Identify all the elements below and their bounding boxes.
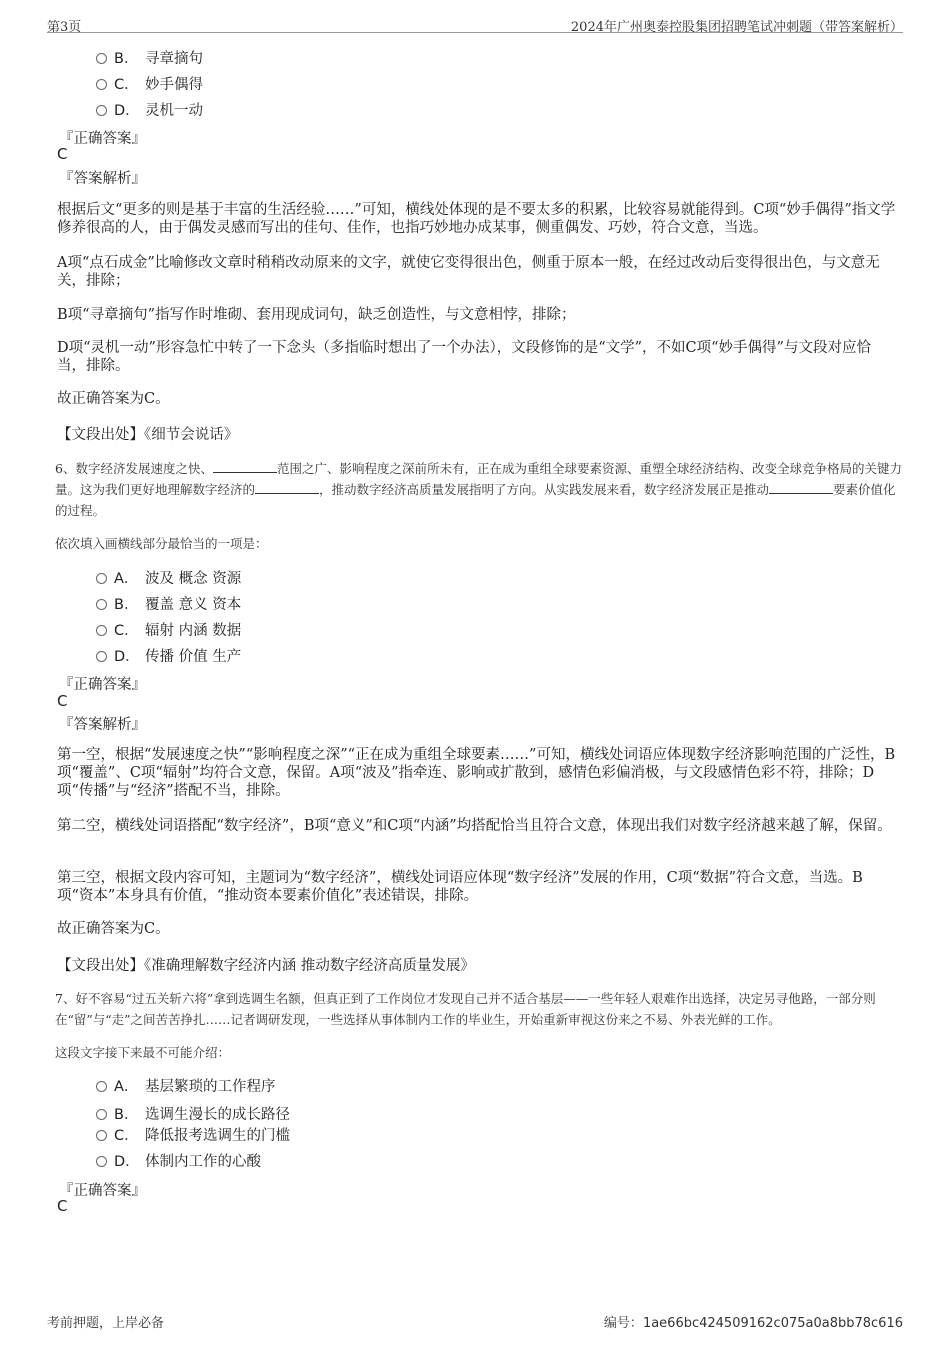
q6-analysis-paragraph: 第一空，根据“发展速度之快”“影响程度之深”“正在成为重组全球要素……”可知，横线处词语应体现数字经济影响范围的广泛性，B项“覆盖”、C项“辐射”均符合文意，保留。A项“波及”指牵连、影响或扩散到，感情色彩偏消极，与文段感情色彩不符，排除；D项“传播”与“经济”搭配不当，排除。 [57, 747, 896, 799]
radio-icon[interactable] [96, 599, 107, 610]
radio-icon[interactable] [96, 625, 107, 636]
q6-answer-label: 『正确答案』 [59, 677, 146, 693]
radio-icon[interactable] [96, 1081, 107, 1092]
document-code: 编号：1ae66bc424509162c075a0a8bb78c616 [603, 1316, 903, 1331]
q5-conclusion: 故正确答案为C。 [57, 391, 170, 407]
radio-icon[interactable] [96, 573, 107, 584]
radio-icon[interactable] [96, 79, 107, 90]
q7-instruction: 这段文字接下来最不可能介绍： [55, 1045, 231, 1060]
footer-slogan: 考前押题，上岸必备 [47, 1316, 165, 1331]
q6-conclusion: 故正确答案为C。 [57, 921, 170, 937]
q6-analysis-paragraph: 第三空，根据文段内容可知，主题词为“数字经济”，横线处词语应体现“数字经济”发展的作用，C项“数据”符合文意，当选。B项“资本”本身具有价值，“推动资本要素价值化”表述错误，排除。 [57, 870, 863, 904]
q5-analysis-label: 『答案解析』 [59, 171, 146, 187]
q5-analysis-paragraph: D项“灵机一动”形容急忙中转了一下念头（多指临时想出了一个办法），文段修饰的是“文学”，不如C项“妙手偶得”与文段对应恰当，排除。 [57, 340, 871, 374]
q6-source: 【文段出处】《准确理解数字经济内涵 推动数字经济高质量发展》 [57, 958, 475, 974]
page-number: 第3页 [47, 20, 82, 35]
q5-analysis-paragraph: A项“点石成金”比喻修改文章时稍稍改动原来的文字，就使它变得很出色，侧重于原本一般，在经过改动后变得很出色，与文意无关，排除； [57, 255, 880, 289]
q6-analysis-paragraph: 第二空，横线处词语搭配“数字经济”，B项“意义”和C项“内涵”均搭配恰当且符合文意，体现出我们对数字经济越来越了解，保留。 [57, 818, 892, 834]
radio-icon[interactable] [96, 105, 107, 116]
q6-stem: 6、数字经济发展速度之快、 范围之广、影响程度之深前所未有，正在成为重组全球要素资源、重塑全球经济结构、改变全球竞争格局的关键力量。这为我们更好地理解数字经济的 ，推动数字经济高质量发展指明了方向。从实践发展来看，数字经济发展正是推动 要素价值化的过程。 [55, 461, 902, 518]
radio-icon[interactable] [96, 651, 107, 662]
fill-blank [213, 462, 277, 473]
radio-icon[interactable] [96, 1156, 107, 1167]
q6-instruction: 依次填入画横线部分最恰当的一项是： [55, 536, 268, 551]
fill-blank [255, 483, 319, 494]
radio-icon[interactable] [96, 1109, 107, 1120]
page-footer [47, 1312, 903, 1330]
q5-answer-label: 『正确答案』 [59, 131, 146, 147]
document-title: 2024年广州奥泰控股集团招聘笔试冲刺题（带答案解析） [570, 20, 903, 35]
q5-source: 【文段出处】《细节会说话》 [57, 427, 239, 443]
q7-answer-label: 『正确答案』 [59, 1183, 146, 1199]
radio-icon[interactable] [96, 1130, 107, 1141]
radio-icon[interactable] [96, 53, 107, 64]
q5-answer: C [57, 145, 68, 163]
q6-analysis-label: 『答案解析』 [59, 717, 146, 733]
page-header [47, 14, 903, 33]
q5-analysis-paragraph: 根据后文“更多的则是基于丰富的生活经验……”可知，横线处体现的是不要太多的积累，比较容易就能得到。C项“妙手偶得”指文学修养很高的人，由于偶发灵感而写出的佳句、佳作，也指巧妙地办成某事，侧重偶发、巧妙，符合文意，当选。 [57, 202, 896, 236]
q7-answer: C [57, 1197, 68, 1215]
q6-answer: C [57, 692, 68, 710]
fill-blank [769, 483, 833, 494]
q7-stem: 7、好不容易“过五关斩六将”拿到选调生名额，但真正到了工作岗位才发现自己并不适合基层——一些年轻人艰难作出选择，决定另寻他路，一部分则在“留”与“走”之间苦苦挣扎……记者调研发现，一些选择从事体制内工作的毕业生，开始重新审视这份来之不易、外表光鲜的工作。 [55, 991, 876, 1027]
q5-analysis-paragraph: B项“寻章摘句”指写作时堆砌、套用现成词句，缺乏创造性，与文意相悖，排除； [57, 307, 576, 323]
